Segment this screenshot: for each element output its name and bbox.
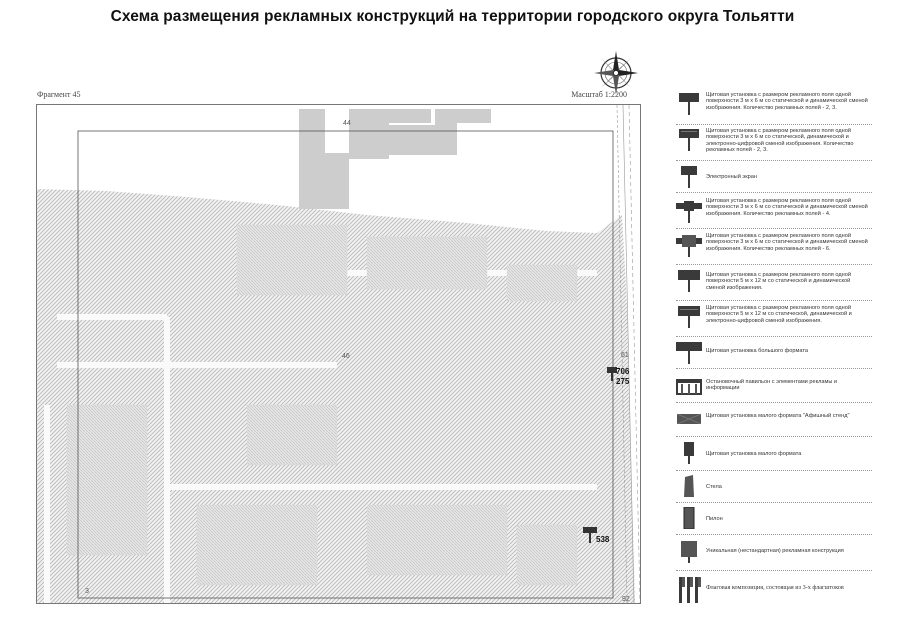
- legend-text: Электронный экран: [706, 174, 757, 180]
- stele-icon: [676, 475, 702, 497]
- fragment-label: Фрагмент 45: [37, 90, 81, 99]
- legend-text: Щитовая установка с размером рекламного поля одной поверхности 3 м х 6 м со статической и динамической сменой изображения. Количество рекламных полей - 6.: [706, 233, 868, 252]
- legend-text: Флаговая композиция, состоящая из 3-х флагштоков: [706, 584, 844, 591]
- small-format-icon: [676, 442, 702, 464]
- pavilion-icon: [676, 376, 702, 398]
- marker-label-538: 538: [596, 535, 610, 544]
- map-frame[interactable]: [36, 104, 641, 604]
- legend-item: [676, 536, 872, 571]
- marker-label-275: 275: [616, 377, 630, 386]
- billboard-icon: [583, 527, 597, 543]
- marker-706[interactable]: [607, 367, 631, 395]
- billboard-6-fields-icon: [676, 235, 702, 257]
- scale-label: Масштаб 1:2200: [571, 90, 627, 99]
- legend-text: Щитовая установка с размером рекламного поля одной поверхности 3 м х 6 м со статической и динамической сменой изображения. Количество рекламных полей - 4.: [706, 198, 868, 217]
- map-canvas: [37, 105, 640, 603]
- legend-item: [676, 266, 872, 301]
- pylon-icon: [676, 507, 702, 529]
- electronic-screen-icon: [676, 166, 702, 188]
- legend-text: Щитовая установка с размером рекламного поля одной поверхности 5 м х 12 м со статической, динамической и электронно-цифровой сменой изображения.: [706, 305, 852, 324]
- large-format-billboard-icon: [676, 342, 702, 364]
- building-cluster: [299, 109, 491, 209]
- legend-item: [676, 438, 872, 471]
- legend-item: [676, 338, 872, 369]
- legend-text: Щитовая установка с размером рекламного поля одной поверхности 5 м х 12 м со статической и динамической сменой изображения.: [706, 272, 851, 291]
- zone-label-61: 61: [621, 352, 629, 359]
- legend-text: Щитовая установка с размером рекламного поля одной поверхности 3 м х 6 м со статической и динамической сменой изображения. Количество рекламных полей - 2, 3.: [706, 92, 868, 111]
- legend-text: Стела: [706, 484, 722, 490]
- map-panel: [36, 90, 651, 604]
- zone-label-46: 46: [342, 353, 350, 360]
- marker-538[interactable]: [583, 527, 611, 549]
- legend-item: [676, 194, 872, 229]
- legend-text: Щитовая установка малого формата "Афишный стенд": [706, 413, 850, 419]
- legend: [676, 90, 872, 610]
- legend-item: [676, 504, 872, 535]
- legend-item: [676, 230, 872, 265]
- zone-label-3: 3: [85, 588, 89, 595]
- billboard-5x12-digital-icon: [676, 306, 702, 328]
- marker-label-706: 706: [616, 367, 630, 376]
- legend-item: [676, 370, 872, 403]
- legend-text: Пилон: [706, 516, 723, 522]
- billboard-4-fields-icon: [676, 201, 702, 223]
- legend-text: Щитовая установка с размером рекламного поля одной поверхности 3 м х 6 м со статической, динамической и электронно-цифровой сменой изображения. Количество рекламных полей - 2, 3.: [706, 128, 854, 154]
- legend-item: [676, 572, 872, 606]
- legend-text: Щитовая установка малого формата: [706, 451, 802, 457]
- legend-text: Остановочный павильон с элементами рекламы и информации: [706, 379, 838, 392]
- legend-text: Щитовая установка большого формата: [706, 348, 808, 354]
- flag-composition-icon: [676, 577, 702, 603]
- billboard-static-3x6-icon: [676, 93, 702, 115]
- billboard-5x12-icon: [676, 270, 702, 292]
- billboard-digital-3x6-icon: [676, 129, 702, 151]
- city-format-icon: [676, 410, 702, 432]
- zone-label-44: 44: [343, 120, 351, 127]
- legend-item: [676, 302, 872, 337]
- legend-text: Уникальная (нестандартная) рекламная конструкция: [706, 548, 844, 554]
- zone-label-92: 92: [622, 596, 630, 603]
- legend-item: [676, 162, 872, 193]
- legend-item: [676, 126, 872, 161]
- legend-item: [676, 404, 872, 437]
- legend-item: [676, 472, 872, 503]
- unique-construction-icon: [676, 541, 702, 563]
- legend-item: [676, 90, 872, 125]
- map-title: Схема размещения рекламных конструкций на территории городского округа Тольятти: [110, 8, 795, 25]
